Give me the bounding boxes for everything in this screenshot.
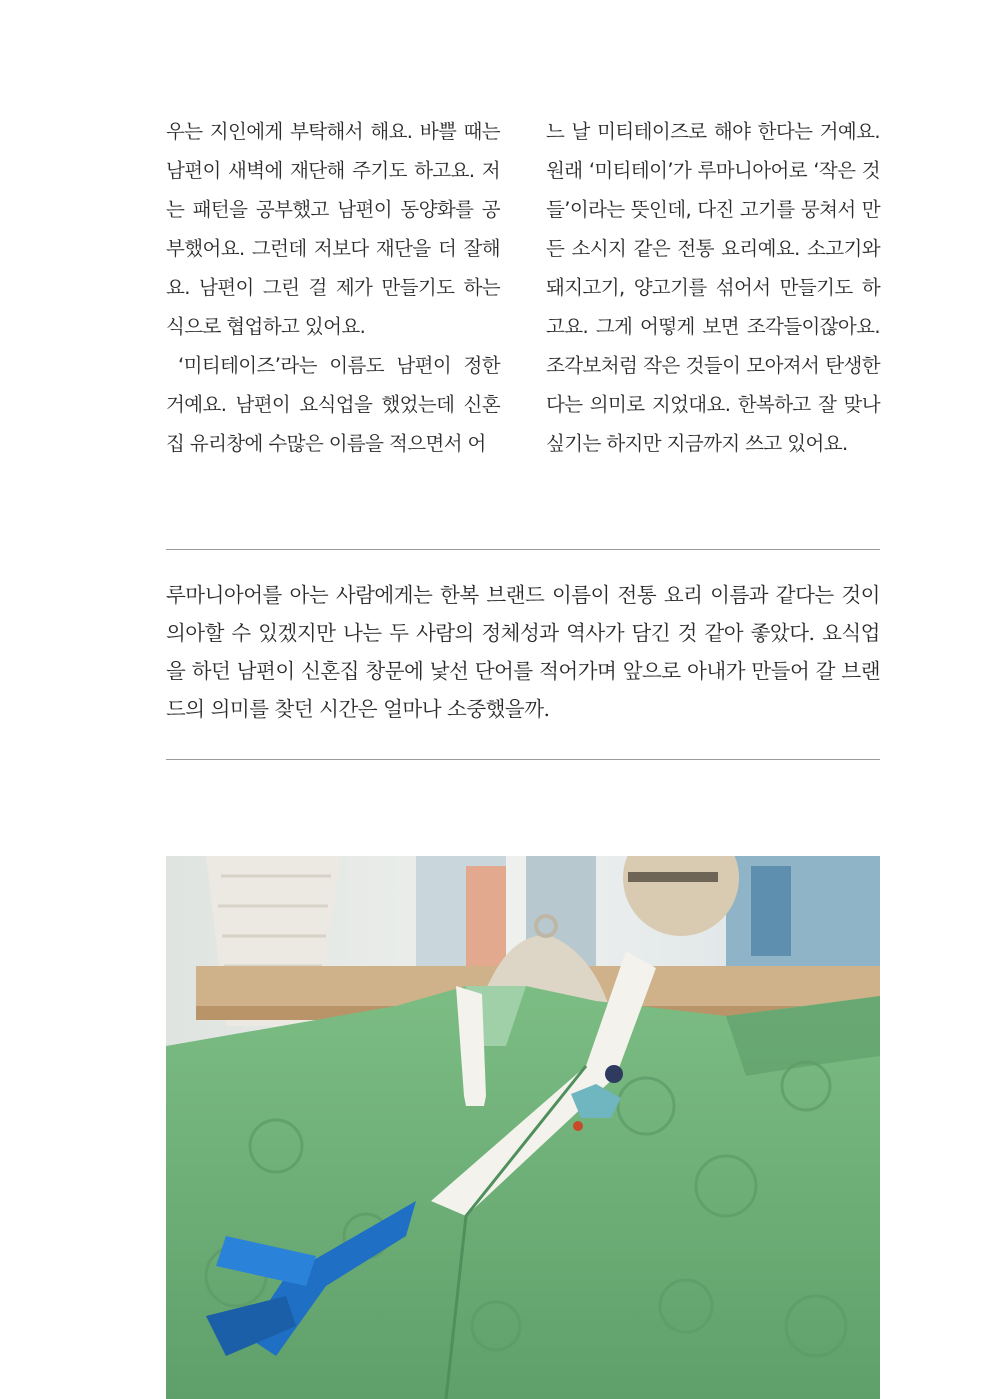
article-right-column bbox=[546, 112, 880, 463]
hanbok-photo bbox=[166, 856, 880, 1399]
bead-icon bbox=[605, 1065, 623, 1083]
paragraph: ‘미티테이즈’라는 이름도 남편이 정한 거예요. 남편이 요식업을 했었는데 신혼집 유리창에 수많은 이름을 적으면서 어 bbox=[166, 354, 500, 455]
paragraph: 느 날 미티테이즈로 해야 한다는 거예요. 원래 ‘미티테이’가 루마니아어로 ‘작은 것들’이라는 뜻인데, 다진 고기를 뭉쳐서 만든 소시지 같은 전통 요리예요. 소고기와 돼지고기, 양고기를 섞어서 만들기도 하고요. 그게 어떻게 보면 조각들이잖아요. 조각보처럼 작은 것들이 모아져서 탄생한다는 의미로 지었대요. 한복하고 잘 맞나 싶기는 하지만 지금까지 쓰고 있어요. bbox=[546, 120, 880, 455]
hanbok-illustration bbox=[166, 856, 880, 1399]
divider bbox=[166, 549, 880, 550]
paragraph: 우는 지인에게 부탁해서 해요. 바쁠 때는 남편이 새벽에 재단해 주기도 하고요. 저는 패턴을 공부했고 남편이 동양화를 공부했어요. 그런데 저보다 재단을 더 잘해요. 남편이 그린 걸 제가 만들기도 하는 식으로 협업하고 있어요. bbox=[166, 120, 500, 338]
article-left-column bbox=[166, 112, 500, 463]
divider bbox=[166, 759, 880, 760]
pull-quote: 루마니아어를 아는 사람에게는 한복 브랜드 이름이 전통 요리 이름과 같다는 것이 의아할 수 있겠지만 나는 두 사람의 정체성과 역사가 담긴 것 같아 좋았다. 요식업을 하던 남편이 신혼집 창문에 낯선 단어를 적어가며 앞으로 아내가 만들어 갈 브랜드의 의미를 찾던 시간은 얼마나 소중했을까. bbox=[166, 583, 880, 721]
